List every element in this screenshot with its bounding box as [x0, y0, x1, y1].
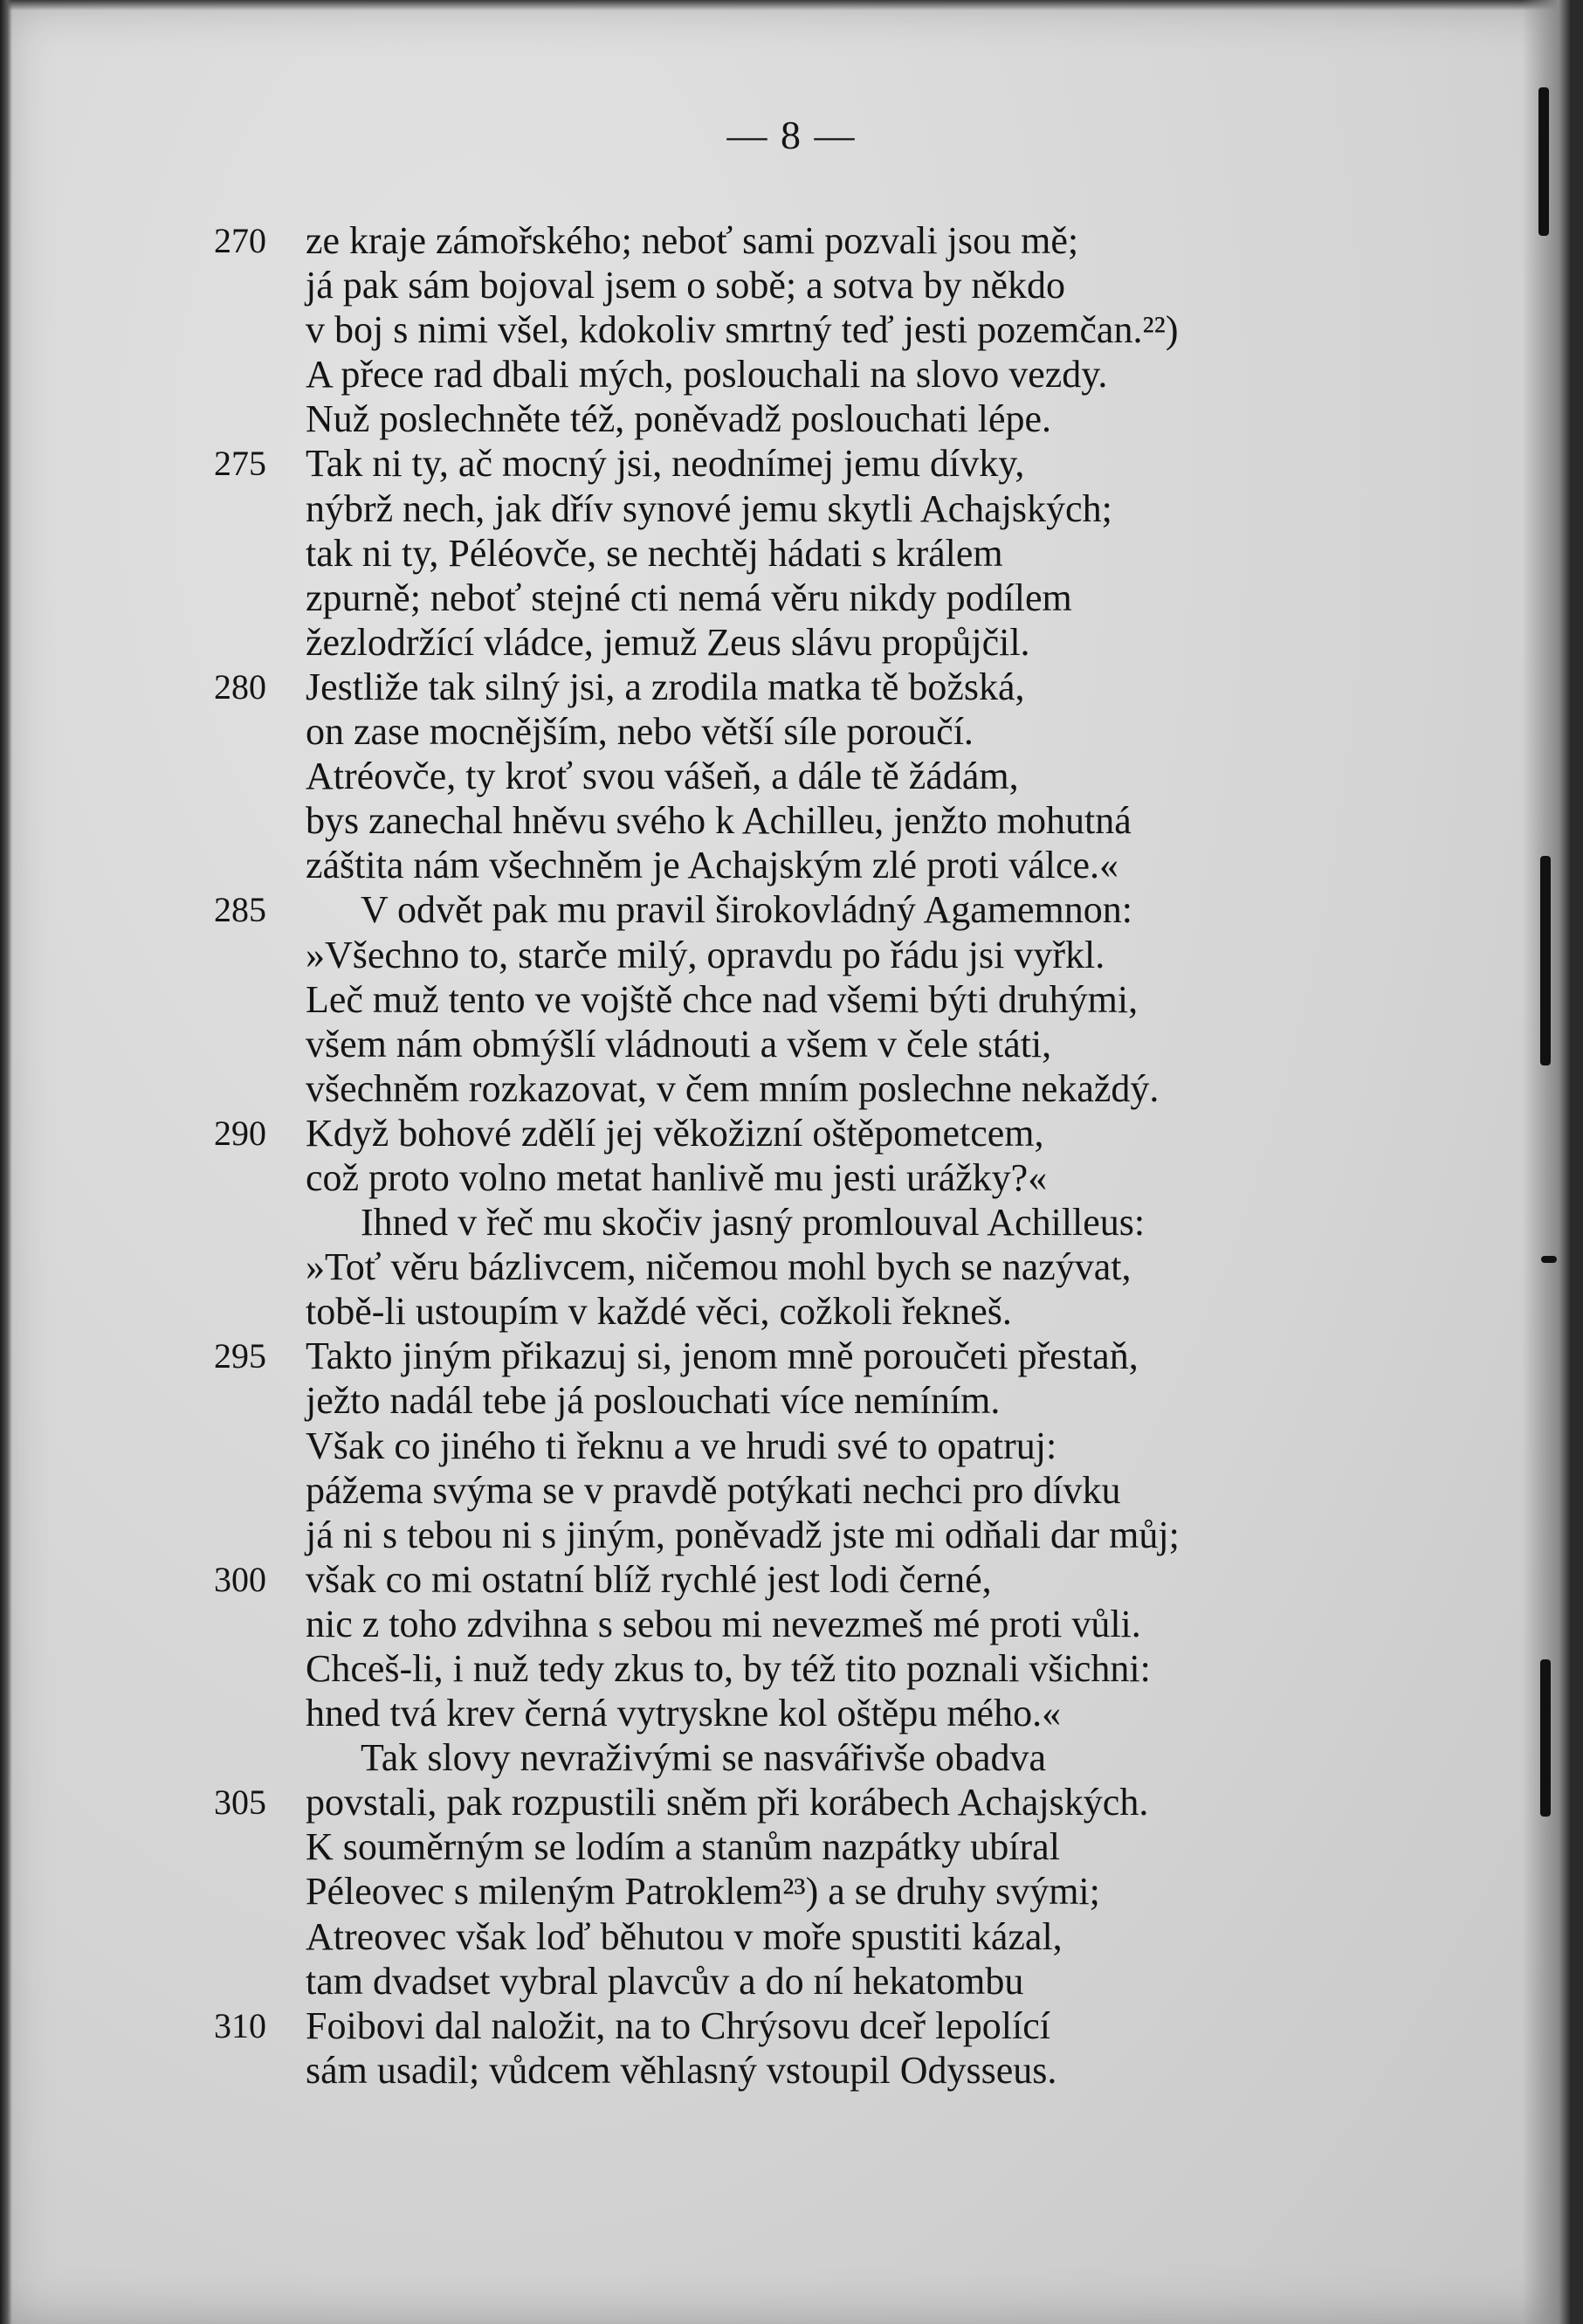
verse-line — [214, 397, 1393, 441]
verse-text: Nuž poslechněte též, poněvadž poslouchati lépe. — [306, 397, 1052, 441]
verse-line — [214, 1334, 1393, 1378]
verse-text: hned tvá krev černá vytryskne kol oštěpu mého.« — [306, 1692, 1062, 1735]
verse-text: všem nám obmýšlí vládnouti a všem v čele státi, — [306, 1022, 1052, 1065]
verse-line — [214, 1200, 1393, 1245]
verse-line — [214, 843, 1393, 887]
verse-text: bys zanechal hněvu svého k Achilleu, jenžto mohutná — [306, 799, 1132, 843]
verse-line — [214, 1602, 1393, 1646]
verse-text: Foibovi dal naložit, na to Chrýsovu dceř lepolící — [306, 2003, 1050, 2047]
verse-text: což proto volno metat hanlivě mu jesti urážky?« — [306, 1155, 1048, 1199]
verse-text: Však co jiného ti řeknu a ve hrudi své to opatruj: — [306, 1424, 1057, 1467]
line-number: 290 — [214, 1113, 266, 1153]
line-number: 305 — [214, 1783, 266, 1823]
verse-line — [214, 486, 1393, 531]
verse-line — [214, 1111, 1393, 1155]
verse-text: Tak ni ty, ač mocný jsi, neodnímej jemu dívky, — [306, 442, 1025, 486]
line-number: 280 — [214, 666, 266, 707]
verse-text: K souměrným se lodím a stanům nazpátky ubíral — [306, 1825, 1060, 1869]
line-number: 270 — [214, 221, 266, 260]
verse-text: pážema svýma se v pravdě potýkati nechci pro dívku — [306, 1468, 1121, 1512]
verse-line — [214, 352, 1393, 397]
verse-text: »Všechno to, starče milý, opravdu po řádu jsi vyřkl. — [306, 933, 1105, 976]
verse-text: »Toť věru bázlivcem, ničemou mohl bych se nazývat, — [306, 1245, 1132, 1289]
verse-text: Leč muž tento ve vojště chce nad všemi býti druhými, — [306, 977, 1139, 1021]
verse-block — [214, 218, 1393, 2093]
verse-line — [214, 1155, 1393, 1200]
verse-line — [214, 709, 1393, 754]
verse-line — [214, 1066, 1393, 1111]
verse-line — [214, 1959, 1393, 2003]
verse-text: Péleovec s mileným Patroklem²³) a se druhy svými; — [306, 1870, 1100, 1914]
verse-line — [214, 1245, 1393, 1289]
verse-text: Jestliže tak silný jsi, a zrodila matka tě božská, — [306, 665, 1025, 708]
verse-text: Tak slovy nevraživými se nasvářivše obadva — [361, 1736, 1047, 1780]
verse-text: Atreovec však loď běhutou v moře spustiti kázal, — [306, 1914, 1063, 1958]
verse-line — [214, 977, 1393, 1022]
verse-line — [214, 1022, 1393, 1066]
verse-text: Ihned v řeč mu skočiv jasný promlouval Achilleus: — [361, 1201, 1146, 1245]
verse-text: tak ni ty, Péléovče, se nechtěj hádati s králem — [306, 531, 1003, 575]
verse-line — [214, 1735, 1393, 1780]
verse-text: však co mi ostatní blíž rychlé jest lodi černé, — [306, 1557, 992, 1601]
binding-mark — [1541, 1256, 1557, 1263]
verse-text: žezlodržící vládce, jemuž Zeus slávu propůjčil. — [306, 620, 1030, 664]
verse-text: já ni s tebou ni s jiným, poněvadž jste mi odňali dar můj; — [306, 1513, 1180, 1556]
verse-line — [214, 576, 1393, 620]
verse-text: Chceš-li, i nuž tedy zkus to, by též tito poznali všichni: — [306, 1647, 1151, 1690]
verse-text: záštita nám všechněm je Achajským zlé proti válce.« — [306, 844, 1119, 887]
line-number: 295 — [214, 1336, 266, 1376]
line-number: 310 — [214, 2005, 266, 2045]
page-top-shadow — [0, 0, 1583, 10]
page-left-edge — [0, 0, 12, 2324]
verse-text: Takto jiným přikazuj si, jenom mně poroučeti přestaň, — [306, 1334, 1139, 1378]
binding-mark — [1540, 856, 1551, 1065]
verse-line — [214, 1557, 1393, 1602]
verse-line — [214, 1824, 1393, 1869]
verse-line — [214, 798, 1393, 843]
binding-mark — [1540, 1659, 1551, 1817]
verse-line — [214, 1869, 1393, 1914]
verse-text: Atréovče, ty kroť svou vášeň, a dále tě žádám, — [306, 755, 1019, 798]
verse-line — [214, 620, 1393, 665]
verse-line — [214, 1424, 1393, 1468]
verse-line — [214, 531, 1393, 576]
verse-text: v boj s nimi všel, kdokoliv smrtný teď jesti pozemčan.²²) — [306, 308, 1179, 352]
verse-line — [214, 2003, 1393, 2048]
verse-line — [214, 665, 1393, 709]
verse-text: všechněm rozkazovat, v čem mním poslechne nekaždý. — [306, 1066, 1160, 1110]
verse-text: sám usadil; vůdcem věhlasný vstoupil Odysseus. — [306, 2048, 1057, 2092]
binding-mark — [1538, 87, 1549, 236]
verse-line — [214, 307, 1393, 352]
verse-line — [214, 1468, 1393, 1513]
verse-text: A přece rad dbali mých, poslouchali na slovo vezdy. — [306, 353, 1108, 397]
verse-line — [214, 887, 1393, 932]
verse-line — [214, 1691, 1393, 1735]
verse-text: ježto nadál tebe já poslouchati více nemíním. — [306, 1379, 1001, 1423]
verse-text: povstali, pak rozpustili sněm při korábech Achajských. — [306, 1781, 1149, 1824]
verse-text: on zase mocnějším, nebo větší síle poroučí. — [306, 710, 974, 754]
verse-line — [214, 1780, 1393, 1824]
verse-line — [214, 1646, 1393, 1691]
verse-text: Když bohové zdělí jej věkožizní oštěpometcem, — [306, 1111, 1044, 1155]
verse-text: nýbrž nech, jak dřív synové jemu skytli Achajských; — [306, 486, 1112, 530]
line-number: 275 — [214, 444, 266, 484]
verse-text: já pak sám bojoval jsem o sobě; a sotva by někdo — [306, 264, 1066, 307]
verse-text: V odvět pak mu pravil širokovládný Agamemnon: — [361, 888, 1132, 932]
page-number: — 8 — — [726, 113, 857, 157]
verse-text: zpurně; neboť stejné cti nemá věru nikdy podílem — [306, 576, 1072, 619]
verse-line — [214, 754, 1393, 798]
verse-line — [214, 263, 1393, 307]
verse-text: tam dvadset vybral plavcův a do ní hekatombu — [306, 1959, 1024, 2003]
verse-line — [214, 441, 1393, 486]
verse-text: ze kraje zámořského; neboť sami pozvali jsou mě; — [306, 219, 1079, 262]
verse-line — [214, 1378, 1393, 1423]
page-right-edge — [1522, 0, 1583, 2324]
line-number: 300 — [214, 1559, 266, 1599]
verse-line — [214, 218, 1393, 263]
verse-line — [214, 933, 1393, 977]
verse-line — [214, 1513, 1393, 1557]
verse-line — [214, 1289, 1393, 1334]
verse-line — [214, 2048, 1393, 2093]
verse-line — [214, 1914, 1393, 1959]
verse-text: tobě-li ustoupím v každé věci, cožkoli řekneš. — [306, 1290, 1012, 1334]
verse-text: nic z toho zdvihna s sebou mi nevezmeš mé proti vůli. — [306, 1602, 1141, 1645]
line-number: 285 — [214, 890, 266, 930]
